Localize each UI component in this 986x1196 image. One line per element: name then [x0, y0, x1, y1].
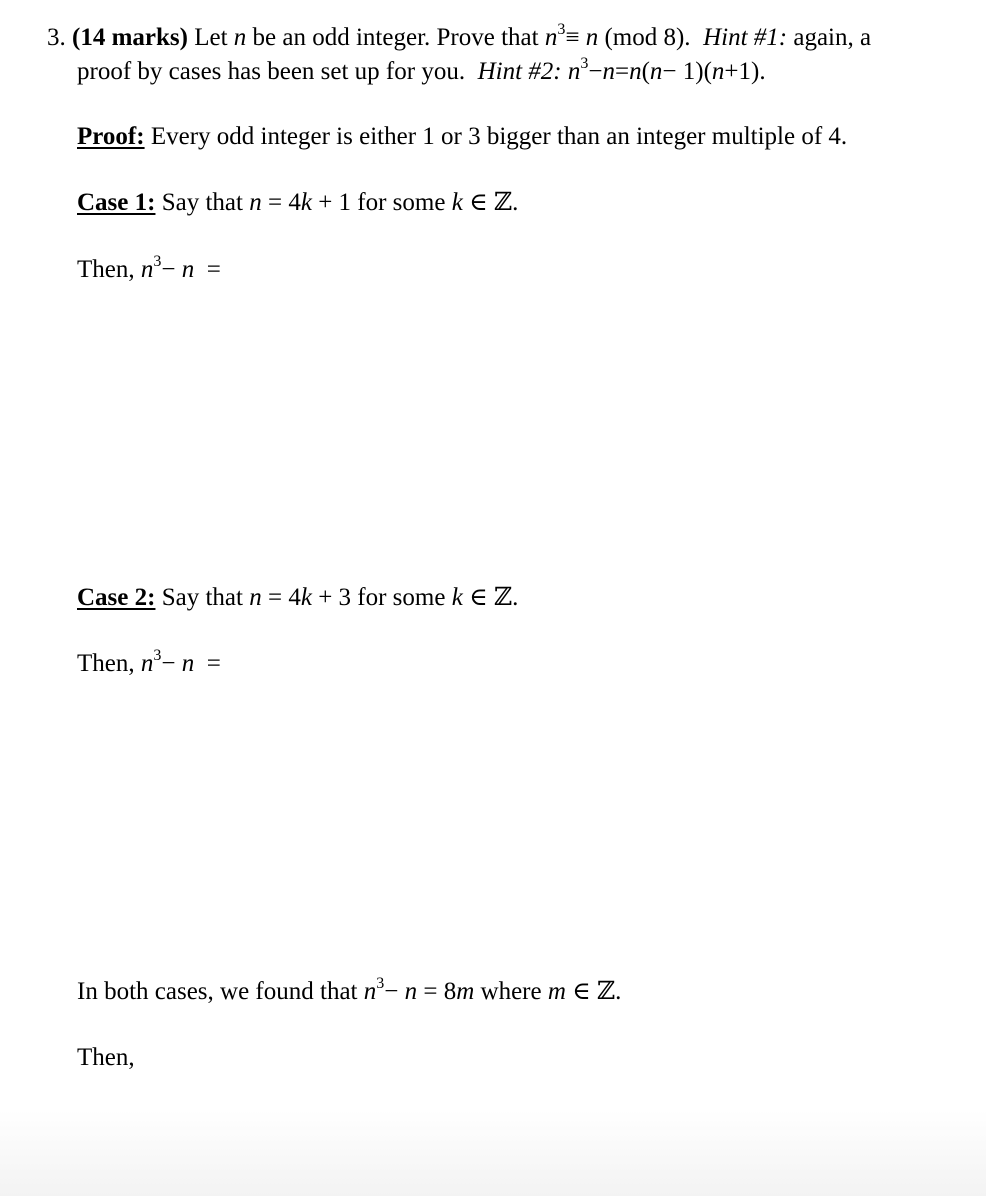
math-exponent: 3: [580, 55, 589, 72]
math-symbol: = 4: [267, 584, 301, 611]
math-var: n: [602, 58, 615, 85]
case-2-label: Case 2:: [77, 584, 156, 611]
case-1-label: Case 1:: [77, 189, 156, 216]
math-var: n: [181, 650, 195, 677]
math-symbol: ∈ ℤ.: [572, 978, 622, 1005]
math-symbol: ≡: [565, 24, 580, 51]
question-text: Let: [194, 24, 228, 51]
math-var: n: [249, 584, 262, 611]
math-var: n: [567, 58, 581, 85]
conclusion-statement: [77, 977, 621, 1007]
case-2-statement: [77, 583, 518, 613]
math-symbol: − 1)(: [662, 58, 712, 85]
question-line-1: [47, 23, 871, 53]
proof-intro: [77, 122, 847, 152]
math-symbol: −: [161, 650, 176, 677]
proof-text: Every odd integer is either 1 or 3 bigger than an integer multiple of 4.: [150, 123, 848, 150]
case-text: Say that: [161, 584, 243, 611]
case-text: Say that: [161, 189, 243, 216]
page-bottom-shadow: [0, 1110, 986, 1196]
question-number: 3.: [47, 24, 66, 51]
math-var: n: [363, 978, 377, 1005]
math-var: n: [629, 58, 642, 85]
math-symbol: =: [206, 256, 221, 283]
conclusion-then: [77, 1043, 135, 1073]
math-var: n: [404, 978, 418, 1005]
math-symbol: −: [588, 58, 603, 85]
question-text: proof by cases has been set up for you.: [77, 58, 466, 85]
math-exponent: 3: [376, 975, 385, 992]
question-text: (mod 8).: [604, 24, 691, 51]
math-var: n: [544, 24, 558, 51]
math-symbol: ∈ ℤ.: [469, 189, 519, 216]
math-symbol: −: [161, 256, 176, 283]
math-exponent: 3: [153, 253, 162, 270]
hint-label: Hint #1:: [703, 24, 788, 51]
case-text: + 3 for some: [318, 584, 446, 611]
case-2-then: [77, 649, 221, 679]
conclusion-text: In both cases, we found that: [77, 978, 358, 1005]
question-line-2: [77, 57, 766, 87]
math-var: k: [300, 189, 312, 216]
then-text: Then,: [77, 650, 135, 677]
question-text: be an odd integer. Prove that: [252, 24, 539, 51]
then-text: Then,: [77, 256, 135, 283]
then-text: Then,: [77, 1044, 135, 1071]
math-symbol: +1).: [724, 58, 766, 85]
math-symbol: = 4: [267, 189, 301, 216]
math-var: m: [456, 978, 475, 1005]
question-marks: (14 marks): [72, 24, 188, 51]
math-symbol: =: [206, 650, 221, 677]
math-var: n: [649, 58, 663, 85]
math-var: n: [249, 189, 262, 216]
math-var: n: [140, 256, 154, 283]
math-symbol: = 8: [423, 978, 457, 1005]
math-var: n: [711, 58, 725, 85]
conclusion-text: where: [480, 978, 542, 1005]
math-symbol: (: [641, 58, 650, 85]
math-var: k: [451, 189, 463, 216]
math-symbol: =: [614, 58, 630, 85]
math-var: n: [233, 24, 247, 51]
math-exponent: 3: [153, 647, 162, 664]
hint-label: Hint #2:: [477, 58, 562, 85]
math-symbol: −: [384, 978, 399, 1005]
hint-text: again, a: [793, 24, 872, 51]
case-text: + 1 for some: [318, 189, 446, 216]
math-var: n: [140, 650, 154, 677]
math-var: m: [547, 978, 566, 1005]
math-var: k: [300, 584, 312, 611]
math-var: n: [181, 256, 195, 283]
case-1-statement: [77, 188, 518, 218]
math-symbol: ∈ ℤ.: [469, 584, 519, 611]
math-var: k: [451, 584, 463, 611]
math-var: n: [585, 24, 599, 51]
math-exponent: 3: [557, 21, 566, 38]
proof-label: Proof:: [77, 123, 145, 150]
case-1-then: [77, 255, 221, 285]
